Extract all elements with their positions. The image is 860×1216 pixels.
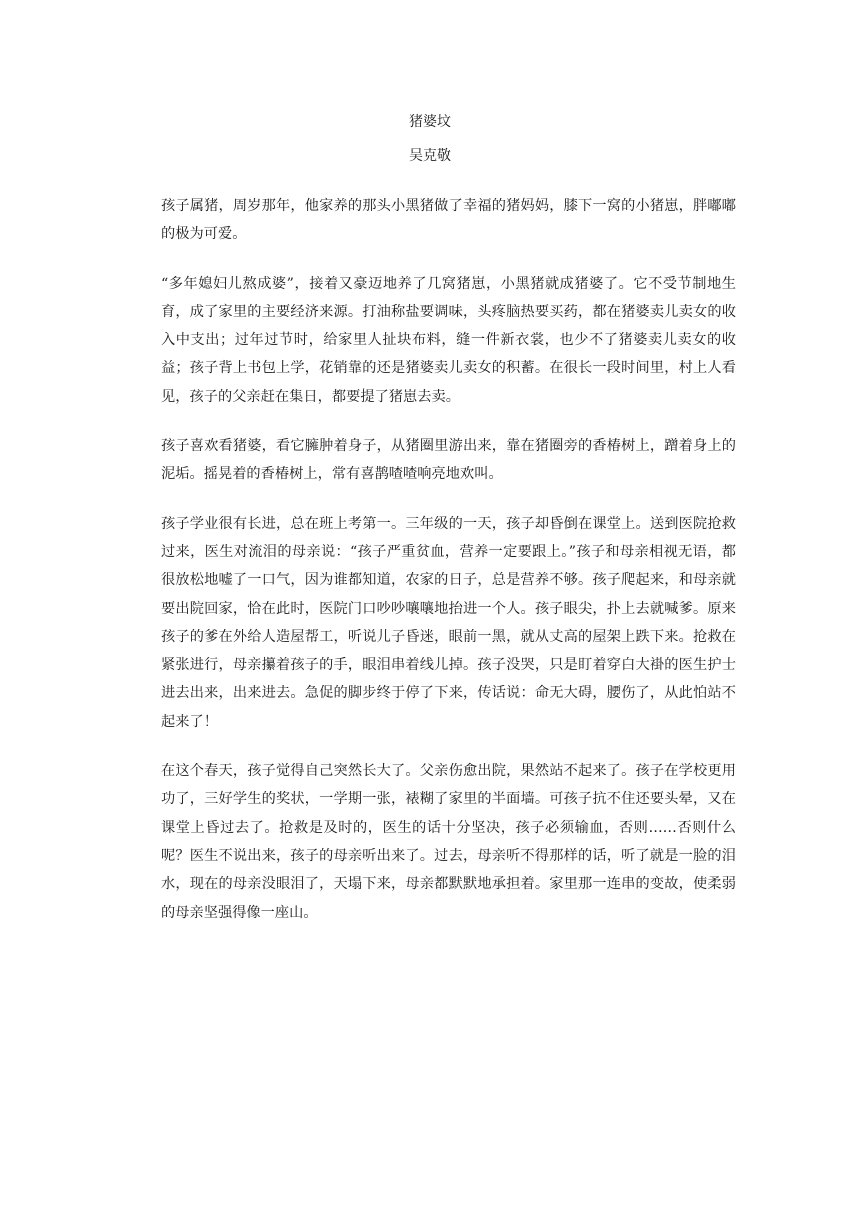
paragraph-4: 孩子学业很有长进，总在班上考第一。三年级的一天，孩子却昏倒在课堂上。送到医院抢救过来，医生对流泪的母亲说：“孩子严重贫血，营养一定要跟上。”孩子和母亲相视无语，都很放松地嘘了一口气，因为谁都知道，农家的日子，总是营养不够。孩子爬起来，和母亲就要出院回家，恰在此时，医院门口吵吵嚷嚷地抬进一个人。孩子眼尖，扑上去就喊爹。原来孩子的爹在外给人造屋帮工，听说儿子昏迷，眼前一黑，就从丈高的屋架上跌下来。抢救在紧张进行，母亲攥着孩子的手，眼泪串着线儿掉。孩子没哭，只是盯着穿白大褂的医生护士进去出来，出来进去。急促的脚步终于停了下来，传话说：命无大碍，腰伤了，从此怕站不起来了！ (161, 515, 736, 730)
article-author: 吴克敬 (409, 148, 451, 164)
article-title: 猪婆坟 (409, 114, 451, 130)
article-body (161, 192, 736, 948)
paragraph-3: 孩子喜欢看猪婆，看它臃肿着身子，从猪圈里游出来，靠在猪圈旁的香椿树上，蹭着身上的泥垢。摇晃着的香椿树上，常有喜鹊喳喳响亮地欢叫。 (161, 438, 736, 483)
paragraph-5: 在这个春天，孩子觉得自己突然长大了。父亲伤愈出院，果然站不起来了。孩子在学校更用功了，三好学生的奖状，一学期一张，裱糊了家里的半面墙。可孩子抗不住还要头晕，又在课堂上昏过去了。抢救是及时的，医生的话十分坚决，孩子必须输血，否则……否则什么呢？医生不说出来，孩子的母亲听出来了。过去，母亲听不得那样的话，听了就是一脸的泪水，现在的母亲没眼泪了，天塌下来，母亲都默默地承担着。家里那一连串的变故，使柔弱的母亲坚强得像一座山。 (161, 763, 736, 921)
paragraph-1: 孩子属猪，周岁那年，他家养的那头小黑猪做了幸福的猪妈妈，膝下一窝的小猪崽，胖嘟嘟的极为可爱。 (161, 198, 736, 243)
paragraph-2: “多年媳妇儿熬成婆”，接着又豪迈地养了几窝猪崽，小黑猪就成猪婆了。它不受节制地生育，成了家里的主要经济来源。打油称盐要调味，头疼脑热要买药，都在猪婆卖儿卖女的收入中支出；过年过节时，给家里人扯块布料，缝一件新衣裳，也少不了猪婆卖儿卖女的收益；孩子背上书包上学，花销靠的还是猪婆卖儿卖女的积蓄。在很长一段时间里，村上人看见，孩子的父亲赶在集日，都要提了猪崽去卖。 (161, 275, 736, 405)
